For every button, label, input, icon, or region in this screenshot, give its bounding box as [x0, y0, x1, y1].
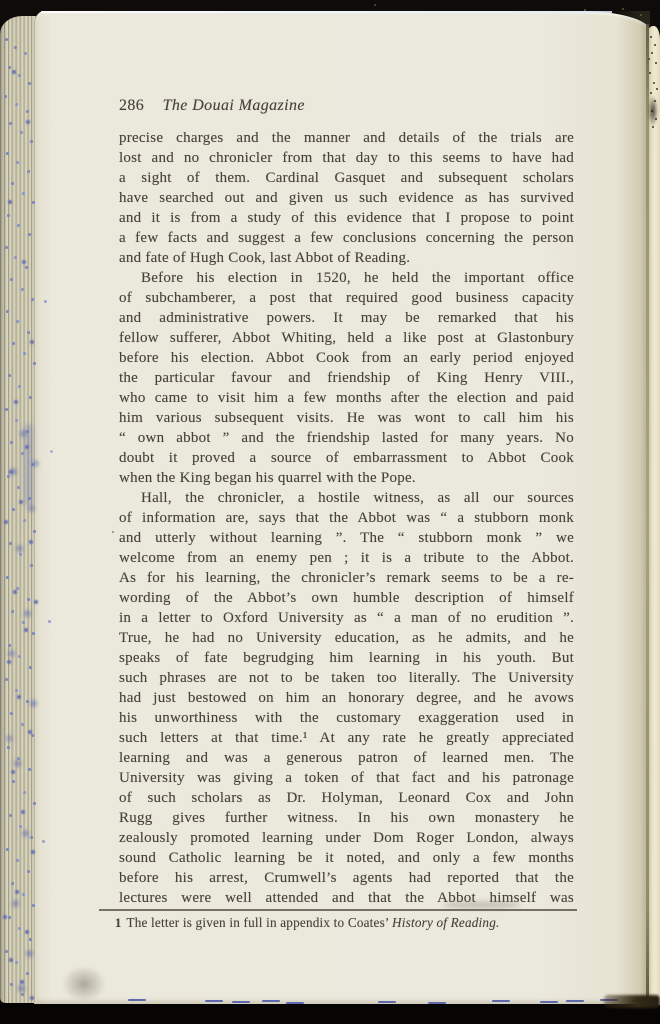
page-edge-stack: [0, 16, 37, 1003]
text-line: Rugg gives further witness. In his own monastery he: [119, 810, 574, 826]
text-line: welcome from an enemy pen ; it is a tribute to the Abbot.: [119, 550, 574, 566]
text-line: such letters at that time.¹ At any rate he greatly appreciated: [119, 730, 574, 746]
text-line: and administrative powers. It may be remarked that his: [119, 310, 574, 326]
text-line: zealously promoted learning under Dom Roger London, always: [119, 830, 574, 846]
print-smudge: [443, 901, 521, 909]
page-top-edge-highlight: [41, 11, 612, 13]
dark-stain-spine-edge: [648, 96, 658, 126]
text-line: sound Catholic learning be it noted, and only a few months: [119, 850, 574, 866]
paragraph-2: [119, 268, 574, 488]
footnote-marker: 1: [115, 916, 122, 930]
text-line: of subchamberer, a post that required good business capacity: [119, 290, 574, 306]
text-line: and fate of Hugh Cook, last Abbot of Reading.: [119, 250, 411, 266]
text-line: lost and no chronicler from that day to this seems to have had: [119, 150, 574, 166]
gutter-shadow: [616, 11, 650, 1004]
text-line: and it is from a study of this evidence that I propose to point: [119, 210, 574, 226]
magazine-page: [34, 11, 650, 1004]
gray-smudge-bottom-left: [62, 966, 106, 1002]
bottom-edge-blue-stains: [0, 0, 18, 2]
text-line: had just bestowed on him an honorary degree, and he avows: [119, 690, 574, 706]
text-line: Before his election in 1520, he held the important office: [141, 270, 574, 286]
text-line: before his election. Abbot Cook from an early period enjoyed: [119, 350, 574, 366]
text-line: fellow sufferer, Abbot Whiting, held a like post at Glastonbury: [119, 330, 574, 346]
text-line: a sight of them. Cardinal Gasquet and subsequent scholars: [119, 170, 574, 186]
blue-stain-speckles-large: [0, 0, 7, 7]
text-line: wording of the Abbot’s own humble description of himself: [119, 590, 574, 606]
text-line: True, he had no University education, as he admits, and he: [119, 630, 574, 646]
text-line: his unworthiness with the customary exaggeration used in: [119, 710, 574, 726]
text-line: of information are, says that the Abbot was “ a stubborn monk: [119, 510, 574, 526]
text-line: in a letter to Oxford University as “ a man of no erudition ”.: [119, 610, 574, 626]
footnote-text: The letter is given in full in appendix to Coates’: [126, 915, 393, 930]
blue-stain-speckles-medium: [0, 0, 4, 4]
footnote: [115, 914, 581, 932]
brown-smudge-bottom-right: [604, 995, 660, 1008]
text-line: learning and was a generous patron of learned men. The: [119, 750, 574, 766]
footnote-work-title: History of Reading.: [392, 915, 500, 930]
text-line: when the King began his quarrel with the Pope.: [119, 470, 416, 486]
gutter-crease: [646, 24, 649, 1005]
footnote-rule: [99, 909, 577, 911]
blue-smear-stain: [24, 424, 33, 506]
text-line: “ own abbot ” and the friendship lasted for many years. No: [119, 430, 574, 446]
text-line: lectures were well attended and that the Abbot himself was: [119, 890, 574, 906]
body-text: [119, 128, 574, 908]
dark-dust-speckles: [0, 0, 2, 2]
text-column: [119, 96, 574, 908]
text-line: University was giving a token of that fact and his patronage: [119, 770, 574, 786]
text-line: him various subsequent visits. He was wont to call him his: [119, 410, 574, 426]
text-line: precise charges and the manner and details of the trials are: [119, 130, 574, 146]
paragraph-3: [119, 488, 574, 908]
text-line: the particular favour and friendship of King Henry VIII.,: [119, 370, 574, 386]
page-number: 286: [119, 97, 145, 114]
running-header: [119, 96, 574, 116]
facing-page-edge: [649, 26, 660, 1005]
text-line: who came to visit him a few months after the election and paid: [119, 390, 574, 406]
text-line: such phrases are not to be taken too literally. The University: [119, 670, 574, 686]
text-line: before his arrest, Crumwell’s agents had reported that the: [119, 870, 574, 886]
text-line: and utterly without learning ”. The “ stubborn monk ” we: [119, 530, 574, 546]
blue-stain-speckles-small: [0, 0, 3, 3]
text-line: of such scholars as Dr. Holyman, Leonard Cox and John: [119, 790, 574, 806]
text-line: speaks of fate begrudging him learning in his youth. But: [119, 650, 574, 666]
text-line: have searched out and given us such evidence as has survived: [119, 190, 574, 206]
text-line: a few facts and suggest a few conclusions concerning the person: [119, 230, 574, 246]
text-line: doubt it proved a source of embarrassment to Abbot Cook: [119, 450, 574, 466]
text-line: Hall, the chronicler, a hostile witness, as all our sources: [141, 490, 574, 506]
paragraph-1: [119, 128, 574, 268]
magazine-title: The Douai Magazine: [162, 97, 305, 114]
text-line: As for his learning, the chronicler’s remark seems to be a re-: [119, 570, 574, 586]
